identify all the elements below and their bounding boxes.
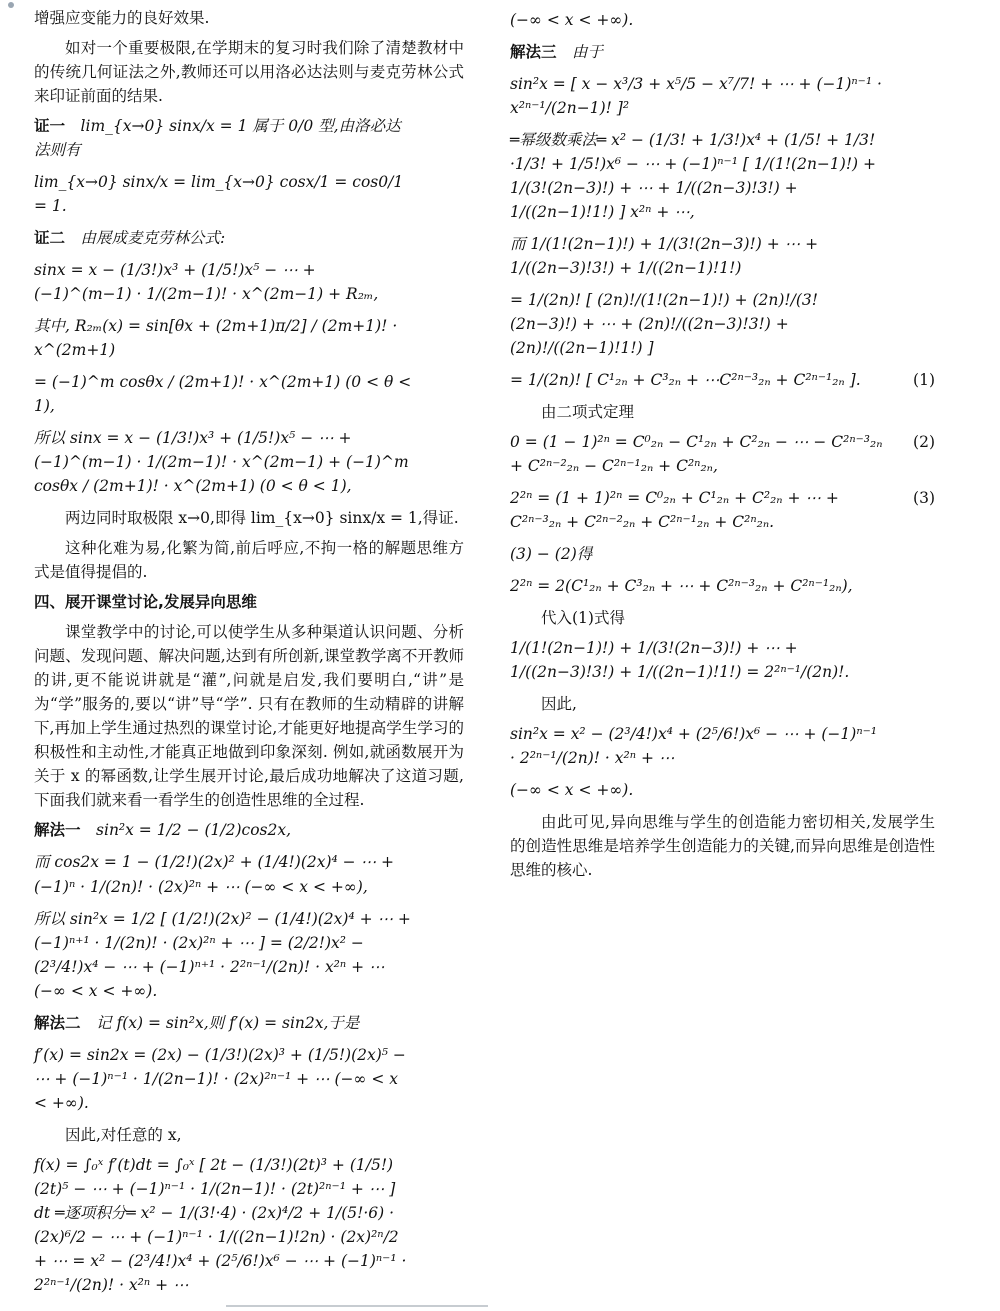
formula-text: 而 cos2x = 1 − (1/2!)(2x)² + (1/4!)(2x)⁴ − ⋯ + (−1)ⁿ · 1/(2n)! · (2x)²ⁿ + ⋯ (−∞ < x < +∞), [34, 853, 394, 896]
math-line [510, 542, 935, 566]
solution-label: 解法三 [510, 43, 557, 62]
math-line [34, 258, 464, 306]
equation-number: (1) [913, 371, 935, 390]
solution-label: 证二 [34, 229, 66, 248]
formula-text: 由展成麦克劳林公式: [80, 229, 226, 248]
formula-text: f(x) = ∫₀ˣ f′(t)dt = ∫₀ˣ [ 2t − (1/3!)(2t)³ + (1/5!)(2t)⁵ − ⋯ + (−1)ⁿ⁻¹ · 1/(2n−1)! · (2t)²ⁿ⁻¹ + ⋯ ] dt ═逐项积分═ x² − 1/(3!·4) · (2x)⁴/2 + 1/(5!·6) · (2x)⁶/2 − ⋯ + (−1)ⁿ⁻¹ · 1/((2n−1)!2n) · (2x)²ⁿ/2 + ⋯ = x² − (2³/4!)x⁴ + (2⁵/6!)x⁶ − ⋯ + (−1)ⁿ⁻¹ · 2²ⁿ⁻¹/(2n)! · x²ⁿ + ⋯ [34, 1155, 407, 1294]
equation-number: (2) [913, 433, 935, 452]
math-line [34, 370, 464, 418]
paragraph: 由二项式定理 [541, 403, 635, 422]
formula-text: 2²ⁿ = (1 + 1)²ⁿ = C⁰₂ₙ + C¹₂ₙ + C²₂ₙ + ⋯ + C²ⁿ⁻³₂ₙ + C²ⁿ⁻²₂ₙ + C²ⁿ⁻¹₂ₙ + C²ⁿ₂ₙ. [510, 489, 839, 532]
math-line [34, 426, 464, 498]
solution-label: 解法一 [34, 821, 81, 840]
math-line [510, 486, 935, 534]
math-line [34, 818, 464, 842]
formula-text: 其中, R₂ₘ(x) = sin[θx + (2m+1)π/2] / (2m+1)! · x^(2m+1) [34, 317, 398, 360]
math-line [34, 1153, 464, 1297]
math-line [34, 170, 464, 218]
paragraph: 如对一个重要极限,在学期末的复习时我们除了清楚教材中的传统几何证法之外,教师还可以用洛必达法则与麦克劳林公式来印证前面的结果. [34, 39, 464, 106]
math-line [34, 1011, 464, 1035]
math-line [510, 232, 935, 280]
formula-text: (−∞ < x < +∞). [510, 781, 634, 800]
math-line [510, 778, 935, 802]
math-line [34, 314, 464, 362]
section-heading: 四、展开课堂讨论,发展异向思维 [34, 593, 257, 612]
math-line [510, 636, 935, 684]
formula-text: (−∞ < x < +∞). [510, 11, 634, 29]
formula-text: 所以 sin²x = 1/2 [ (1/2!)(2x)² − (1/4!)(2x)⁴ + ⋯ + (−1)ⁿ⁺¹ · 1/(2n)! · (2x)²ⁿ + ⋯ ] = (2/2!)x² − (2³/4!)x⁴ − ⋯ + (−1)ⁿ⁺¹ · 2²ⁿ⁻¹/(2n)! · x²ⁿ + ⋯ (−∞ < x < +∞). [34, 909, 411, 1000]
formula-text: 所以 sinx = x − (1/3!)x³ + (1/5!)x⁵ − ⋯ + (−1)^(m−1) · 1/(2m−1)! · x^(2m−1) + (−1)^m cosθx / (2m+1)! · x^(2m+1) (0 < θ < 1), [34, 429, 409, 496]
formula-text: ═幂级数乘法═ x² − (1/3! + 1/3!)x⁴ + (1/5! + 1/3!·1/3! + 1/5!)x⁶ − ⋯ + (−1)ⁿ⁻¹ [ 1/(1!(2n−1)!) + 1/(3!(2n−3)!) + ⋯ + 1/((2n−3)!3!) + 1/((2n−1)!1!) ] x²ⁿ + ⋯, [510, 131, 877, 222]
left-column [34, 6, 464, 1305]
formula-text: lim_{x→0} sinx/x = lim_{x→0} cosx/1 = cos0/1 = 1. [34, 173, 404, 216]
corner-dot [8, 2, 14, 8]
formula-text: 由于 [572, 43, 604, 62]
math-line [510, 8, 935, 32]
math-line [510, 574, 935, 598]
formula-text: = (−1)^m cosθx / (2m+1)! · x^(2m+1) (0 < θ < 1), [34, 373, 412, 416]
formula-text: lim_{x→0} sinx/x = 1 属于 0/0 型,由洛必达法则有 [34, 117, 401, 160]
formula-text: sin²x = 1/2 − (1/2)cos2x, [96, 821, 292, 840]
solution-label: 解法二 [34, 1013, 81, 1032]
paragraph: 由此可见,异向思维与学生的创造能力密切相关,发展学生的创造性思维是培养学生创造能力的关键,而异向思维是创造性思维的核心. [510, 813, 935, 880]
formula-text: = 1/(2n)! [ C¹₂ₙ + C³₂ₙ + ⋯C²ⁿ⁻³₂ₙ + C²ⁿ⁻¹₂ₙ ]. [510, 371, 861, 390]
math-line [510, 288, 935, 360]
bottom-scroll-rule [226, 1305, 488, 1307]
solution-label: 证一 [34, 117, 66, 136]
equation-number: (3) [913, 489, 935, 508]
paragraph: 因此,对任意的 x, [65, 1125, 182, 1144]
paragraph: 课堂教学中的讨论,可以使学生从多种渠道认识问题、分析问题、发现问题、解决问题,达到有所创新,课堂教学离不开教师的讲,更不能说讲就是“灌”,问就是启发,我们要明白,“讲”是为“学”服务的,要以“讲”导“学”. 只有在教师的生动精辟的讲解下,再加上学生通过热烈的课堂讨论,才能更好地提高学生学习的积极性和主动性,才能真正地做到印象深刻. 例如,就函数展开为关于 x 的幂函数,让学生展开讨论,最后成功地解决了这道习题,下面我们就来看一看学生的创造性思维的全过程. [34, 623, 464, 810]
math-line [510, 72, 935, 120]
paragraph: 因此, [541, 695, 577, 714]
formula-text: 而 1/(1!(2n−1)!) + 1/(3!(2n−3)!) + ⋯ + 1/((2n−3)!3!) + 1/((2n−1)!1!) [510, 235, 819, 278]
formula-text: sin²x = x² − (2³/4!)x⁴ + (2⁵/6!)x⁶ − ⋯ + (−1)ⁿ⁻¹ · 2²ⁿ⁻¹/(2n)! · x²ⁿ + ⋯ [510, 725, 878, 768]
formula-text: f′(x) = sin2x = (2x) − (1/3!)(2x)³ + (1/5!)(2x)⁵ − ⋯ + (−1)ⁿ⁻¹ · 1/(2n−1)! · (2x)²ⁿ⁻¹ + ⋯ (−∞ < x < +∞). [34, 1045, 406, 1112]
formula-text: 2²ⁿ = 2(C¹₂ₙ + C³₂ₙ + ⋯ + C²ⁿ⁻³₂ₙ + C²ⁿ⁻¹₂ₙ), [510, 577, 853, 596]
formula-text: = 1/(2n)! [ (2n)!/(1!(2n−1)!) + (2n)!/(3!(2n−3)!) + ⋯ + (2n)!/((2n−3)!3!) + (2n)!/((2n−1)!1!) ] [510, 291, 819, 358]
paragraph: 这种化难为易,化繁为简,前后呼应,不拘一格的解题思维方式是值得提倡的. [34, 539, 464, 582]
formula-text: 1/(1!(2n−1)!) + 1/(3!(2n−3)!) + ⋯ + 1/((2n−3)!3!) + 1/((2n−1)!1!) = 2²ⁿ⁻¹/(2n)!. [510, 639, 850, 682]
math-line [510, 40, 935, 64]
math-line [34, 907, 464, 1003]
formula-text: 记 f(x) = sin²x,则 f′(x) = sin2x,于是 [96, 1013, 360, 1032]
math-line [34, 226, 464, 250]
math-line [510, 128, 935, 224]
math-line [510, 368, 935, 392]
math-line [34, 114, 464, 162]
math-line [510, 722, 935, 770]
math-line [510, 430, 935, 478]
paragraph: 两边同时取极限 x→0,即得 lim_{x→0} sinx/x = 1,得证. [65, 509, 459, 528]
formula-text: (3) − (2)得 [510, 545, 593, 564]
formula-text: sin²x = [ x − x³/3 + x⁵/5 − x⁷/7! + ⋯ + (−1)ⁿ⁻¹ · x²ⁿ⁻¹/(2n−1)! ]² [510, 75, 882, 118]
formula-text: 0 = (1 − 1)²ⁿ = C⁰₂ₙ − C¹₂ₙ + C²₂ₙ − ⋯ − C²ⁿ⁻³₂ₙ + C²ⁿ⁻²₂ₙ − C²ⁿ⁻¹₂ₙ + C²ⁿ₂ₙ, [510, 433, 883, 476]
right-column [510, 6, 935, 888]
math-line [34, 850, 464, 898]
formula-text: sinx = x − (1/3!)x³ + (1/5!)x⁵ − ⋯ + (−1)^(m−1) · 1/(2m−1)! · x^(2m−1) + R₂ₘ, [34, 261, 379, 304]
paragraph: 代入(1)式得 [541, 609, 625, 628]
paragraph: 增强应变能力的良好效果. [34, 9, 210, 27]
math-line [34, 1043, 464, 1115]
